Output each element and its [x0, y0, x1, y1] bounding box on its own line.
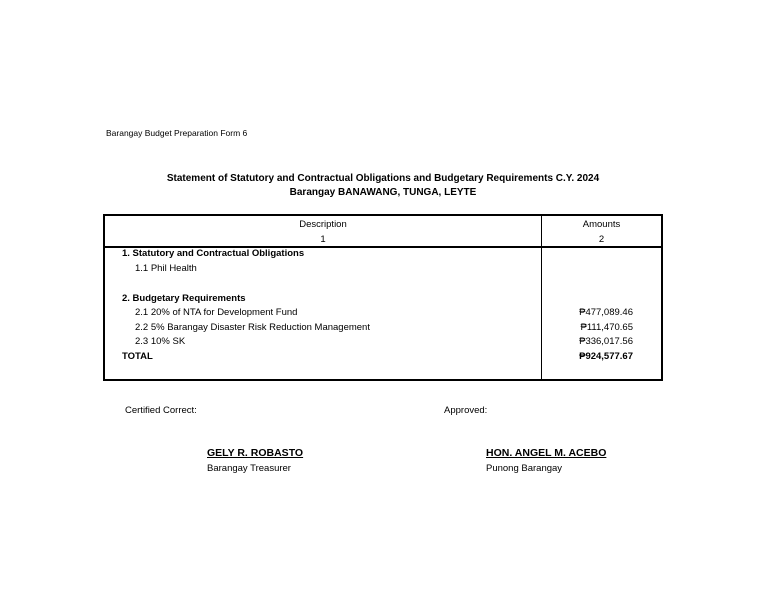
amount-total: ₱924,577.67: [579, 351, 633, 362]
document-subtitle: Barangay BANAWANG, TUNGA, LEYTE: [289, 187, 477, 198]
punong-barangay-position: Punong Barangay: [486, 463, 563, 474]
certified-correct-label: Certified Correct:: [125, 405, 197, 416]
amount-sk: ₱336,017.56: [579, 336, 633, 347]
section-budgetary-requirements: 2. Budgetary Requirements: [122, 293, 246, 304]
amounts-header: Amounts: [582, 219, 621, 230]
row-bdrrm: 2.2 5% Barangay Disaster Risk Reduction Management: [135, 322, 370, 333]
row-phil-health: 1.1 Phil Health: [135, 263, 197, 274]
amount-nta-development-fund: ₱477,089.46: [579, 307, 633, 318]
treasurer-position: Barangay Treasurer: [207, 463, 291, 474]
description-header: Description: [299, 219, 347, 230]
section-statutory-obligations: 1. Statutory and Contractual Obligations: [122, 248, 305, 259]
document-title: Statement of Statutory and Contractual Obligations and Budgetary Requirements C.Y. 2024: [166, 173, 600, 184]
amount-bdrrm: ₱111,470.65: [580, 322, 633, 333]
description-column-number: 1: [320, 234, 326, 245]
row-nta-development-fund: 2.1 20% of NTA for Development Fund: [135, 307, 298, 318]
row-sk: 2.3 10% SK: [135, 336, 186, 347]
form-label: Barangay Budget Preparation Form 6: [106, 128, 248, 138]
amounts-column-number: 2: [598, 234, 605, 245]
punong-barangay-name: HON. ANGEL M. ACEBO: [486, 447, 607, 459]
approved-label: Approved:: [444, 405, 488, 416]
obligations-table: [103, 214, 663, 381]
treasurer-name: GELY R. ROBASTO: [207, 447, 304, 459]
row-total: TOTAL: [122, 351, 153, 362]
